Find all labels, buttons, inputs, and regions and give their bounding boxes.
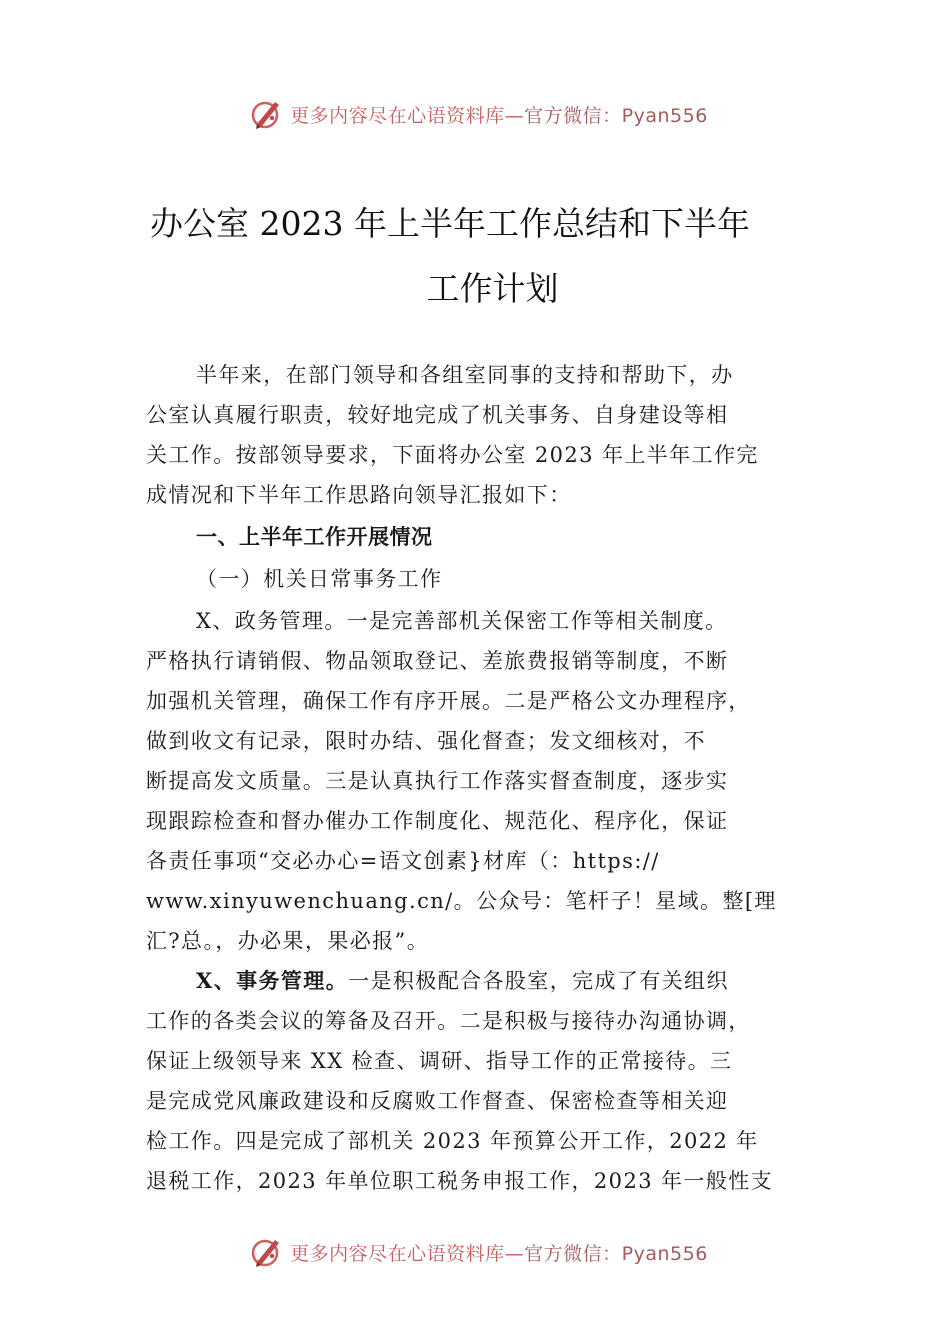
intro-line: 公室认真履行职责，较好地完成了机关事务、自身建设等相 (146, 403, 729, 427)
paragraph-line: 现跟踪检查和督办催办工作制度化、规范化、程序化，保证 (146, 809, 729, 833)
banner-wechat-text: 官方微信：Pyan556 (524, 1242, 708, 1265)
paragraph-line: 加强机关管理，确保工作有序开展。二是严格公文办理程序， (146, 689, 751, 713)
header-banner (0, 94, 950, 134)
paragraph-line: 工作的各类会议的筹备及召开。二是积极与接待办沟通协调， (146, 1009, 751, 1033)
paragraph-line: 检工作。四是完成了部机关 2023 年预算公开工作，2022 年 (146, 1129, 759, 1153)
paragraph-line: 保证上级领导来 XX 检查、调研、指导工作的正常接待。三 (146, 1049, 733, 1073)
banner-library-text: 更多内容尽在心语资料库— (290, 1242, 525, 1265)
pen-logo-icon (248, 1234, 284, 1270)
paragraph-lead: X、事务管理。 (196, 968, 349, 993)
paragraph-line: X、政务管理。一是完善部机关保密工作等相关制度。 (196, 609, 728, 633)
section-heading: 一、上半年工作开展情况 (196, 525, 433, 549)
paragraph-line: 退税工作，2023 年单位职工税务申报工作，2023 年一般性支 (146, 1169, 774, 1193)
banner-text (290, 101, 708, 128)
intro-line: 关工作。按部领导要求，下面将办公室 2023 年上半年工作完 (146, 443, 759, 467)
paragraph-line: 是完成党风廉政建设和反腐败工作督查、保密检查等相关迎 (146, 1089, 729, 1113)
paragraph-line: 各责任事项“交必办心=语文创素}材库（：https:// (146, 849, 660, 873)
intro-line: 成情况和下半年工作思路向领导汇报如下： (146, 483, 572, 507)
pen-logo-icon (248, 96, 284, 132)
document-title-line2: 工作计划 (426, 269, 559, 308)
banner-wechat-text: 官方微信：Pyan556 (524, 104, 708, 127)
paragraph-line: 做到收文有记录，限时办结、强化督查；发文细核对，不 (146, 729, 706, 753)
paragraph-line: 严格执行请销假、物品领取登记、差旅费报销等制度，不断 (146, 649, 729, 673)
paragraph-line: 汇?总。，办必果，果必报”。 (146, 929, 430, 953)
subsection-heading: （一）机关日常事务工作 (196, 567, 443, 591)
intro-line: 半年来，在部门领导和各组室同事的支持和帮助下，办 (196, 363, 734, 387)
paragraph-text: 一是积极配合各股室，完成了有关组织 (348, 969, 729, 993)
paragraph-line (196, 961, 729, 1001)
document-title-line1: 办公室 2023 年上半年工作总结和下半年 (150, 204, 750, 243)
banner-text (290, 1239, 708, 1266)
paragraph-line: www.xinyuwenchuang.cn/。公众号：笔杆子！星域。整[理 (146, 889, 777, 913)
banner-library-text: 更多内容尽在心语资料库— (290, 104, 525, 127)
footer-banner (0, 1232, 950, 1272)
paragraph-line: 断提高发文质量。三是认真执行工作落实督查制度，逐步实 (146, 769, 729, 793)
